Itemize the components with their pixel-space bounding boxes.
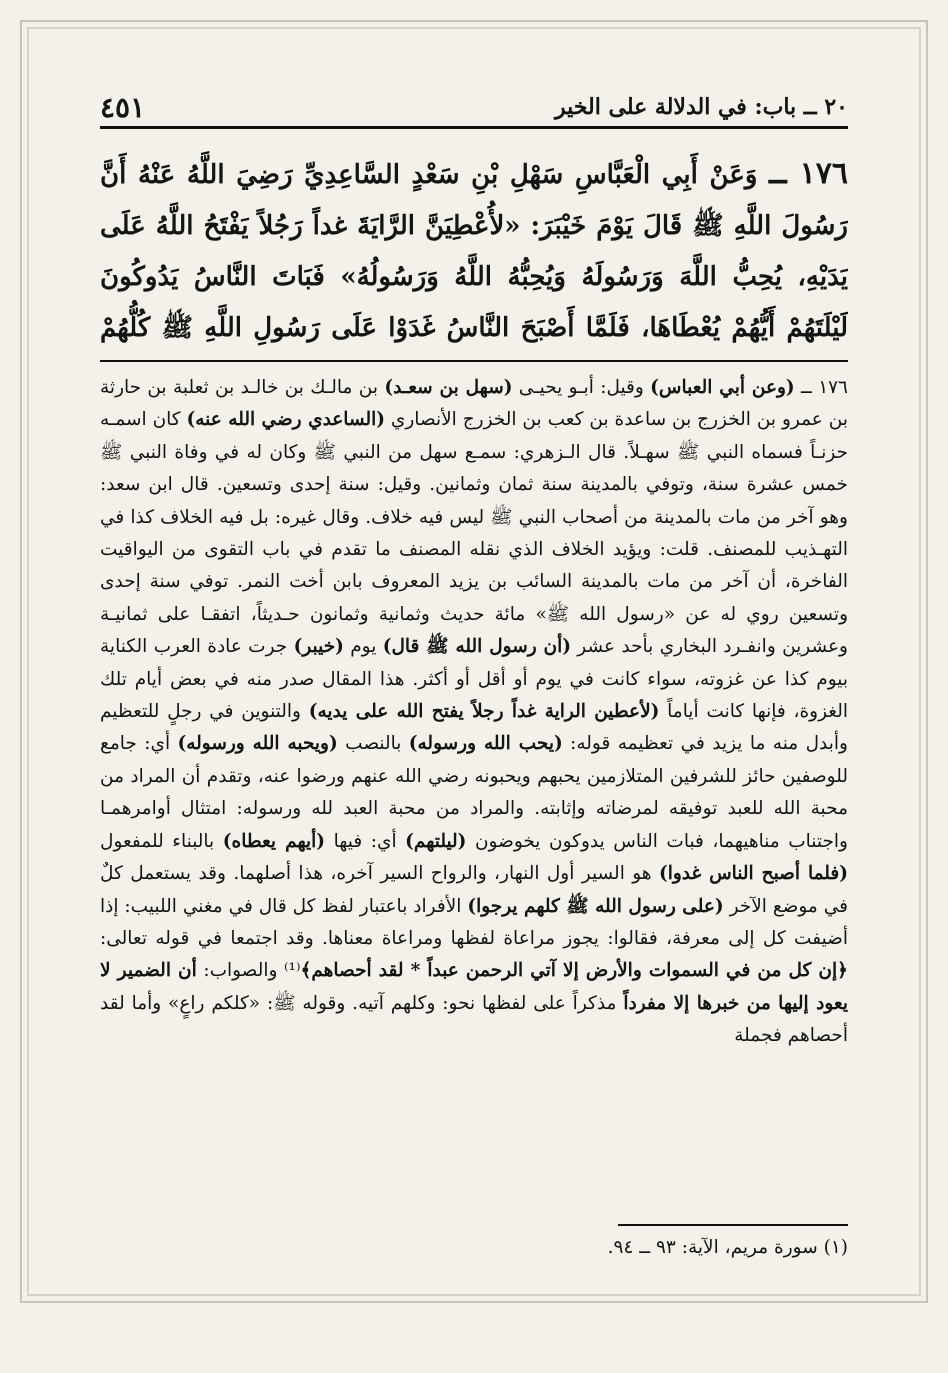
commentary-text: والتنوين في رجلٍ للتعظيم وأبدل منه ما يزيد في تعظيمه قوله: — [100, 701, 848, 755]
commentary-bold: (الساعدي رضي الله عنه) — [186, 409, 385, 431]
commentary-bold: أن الضمير لا يعود إليها من خبرها إلا مفرداً — [100, 960, 848, 1014]
commentary-text: وقيل: أبـو يحيـى — [512, 377, 651, 398]
commentary — [100, 372, 848, 1214]
commentary-bold: (وعن أبي العباس) — [650, 377, 795, 398]
footnote: (١) سورة مريم، الآية: ٩٣ ــ ٩٤. — [607, 1237, 848, 1258]
footnote-ref: ⁽¹⁾ والصواب: — [196, 960, 301, 982]
commentary-bold: (لأعطين الراية غداً رجلاً يفتح الله على يديه) — [308, 701, 660, 723]
commentary-text: مذكراً على لفظها نحو: وكلهم آتيه. وقوله ﷺ: «كلكم راعٍ» وأما لقد أحصاهم فجملة — [100, 992, 848, 1047]
commentary-text: الأفراد باعتبار لفظ كل قال في مغني اللبيب: إذا أضيفت كل إلى معرفة، فقالوا: يجوز مراعاة لفظها ومراعاة معناها. وقد اجتمعا في قوله تعالى: — [100, 895, 848, 949]
commentary-bold: (أيهم يعطاه) — [222, 830, 326, 852]
commentary-bold: (يحب الله ورسوله) — [408, 733, 563, 755]
commentary-text: بالبناء للمفعول — [100, 830, 223, 852]
commentary-text: كان اسمـه حزنـاً فسماه النبي ﷺ سهـلاً. قال الـزهري: سمـع سهل من النبي ﷺ وكان له في وفاة النبي ﷺ خمس عشرة سنة، وتوفي بالمدينة سنة ثمان وثمانين. وقيل: سنة إحدى وتسعين. قال ابن سعد: وهو آخر من مات بالمدينة من أصحاب النبي ﷺ ليس فيه خلاف. وقال غيره: بل فيه الخلاف كذا في التهـذيب للمصنف. قلت: ويؤيد الخلاف الذي نقله المصنف ما تقدم في باب التقوى من اليواقيت الفاخرة، أن آخر من مات بالمدينة السائب بن يزيد المعروف بابن أخت النمر. توفي سنة إحدى وتسعين روي له عن «رسول الله ﷺ» مائة حديث وثمانية وثمانون حـديثاً، اتفقـا على ثمانيـة وعشرين وانفـرد البخاري بأحد عشر — [100, 409, 848, 658]
hadith-text — [100, 148, 848, 353]
chapter-title: ٢٠ ــ باب: في الدلالة على الخير — [555, 94, 848, 120]
commentary-text: يوم — [343, 636, 383, 658]
commentary-text: هو السير أول النهار، والرواح السير آخره، هذا أصلهما. وقد يستعمل كلٌ في موضع الآخر — [100, 863, 848, 917]
commentary-text: بالنصب — [337, 733, 409, 755]
footnote-divider — [618, 1224, 848, 1226]
commentary-bold: (خيبر) — [293, 636, 344, 658]
commentary-bold: (فلما أصبح الناس غدوا) — [658, 863, 848, 885]
commentary-text: أي: جامع للوصفين حائز للشرفين المتلازمين يحبهم ويحبونه رضي الله عنهم ورضوا عنه، وتقدم أن المراد من محبة الله للعبد توفيقه لمرضاته وإثابته. والمراد من محبة العبد لله ورسوله: امتثال أوامرهمـا واجتناب مناهيهما، فبات الناس يدوكون يخوضون — [100, 733, 848, 852]
commentary-bold: (ليلتهم) — [405, 830, 467, 852]
commentary-text: بن مالـك بن خالـد بن ثعلبة بن حارثة بن عمرو بن الخزرج بن ساعدة بن كعب بن الخزرج الأنصاري — [100, 377, 848, 431]
commentary-text: أي: فيها — [325, 830, 406, 852]
divider — [100, 360, 848, 362]
hadith-body: وَعَنْ أَبِي الْعَبَّاسِ سَهْلِ بْنِ سَعْدٍ السَّاعِدِيِّ رَضِيَ اللَّهُ عَنْهُ أَنَّ رَسُولَ اللَّهِ ﷺ قَالَ يَوْمَ خَيْبَرَ: «لأُعْطِيَنَّ الرَّايَةَ غداً رَجُلاً يَفْتَحُ اللَّهُ عَلَى يَدَيْهِ، يُحِبُّ اللَّهَ وَرَسُولَهُ وَيُحِبُّهُ اللَّهُ وَرَسُولُهُ» فَبَاتَ النَّاسُ يَدُوكُونَ لَيْلَتَهُمْ أَيُّهُمْ يُعْطَاهَا، فَلَمَّا أَصْبَحَ النَّاسُ غَدَوْا عَلَى رَسُولِ اللَّهِ ﷺ كُلُّهُمْ — [100, 160, 848, 343]
commentary-bold: (أن رسول الله ﷺ قال) — [382, 636, 571, 658]
quran-verse: ﴿إن كل من في السموات والأرض إلا آتي الرحمن عبداً * لقد أحصاهم﴾ — [300, 960, 848, 982]
hadith-number: ١٧٦ ــ — [769, 156, 848, 191]
commentary-text: جرت عادة العرب الكناية بيوم كذا عن غزوته، سواء كانت في يوم أو أقل أو أكثر. هذا المقال صدر منه في بعض أيام تلك الغزوة، فإنها كانت أياماً — [100, 636, 848, 723]
commentary-bold: (على رسول الله ﷺ كلهم يرجوا) — [467, 895, 724, 917]
page-number: ٤٥١ — [100, 91, 146, 124]
commentary-bold: (ويحبه الله ورسوله) — [177, 733, 338, 755]
commentary-bold: (سهل بن سعـد) — [384, 377, 513, 398]
page-header — [100, 82, 848, 129]
commentary-text: ١٧٦ ــ — [794, 377, 848, 398]
